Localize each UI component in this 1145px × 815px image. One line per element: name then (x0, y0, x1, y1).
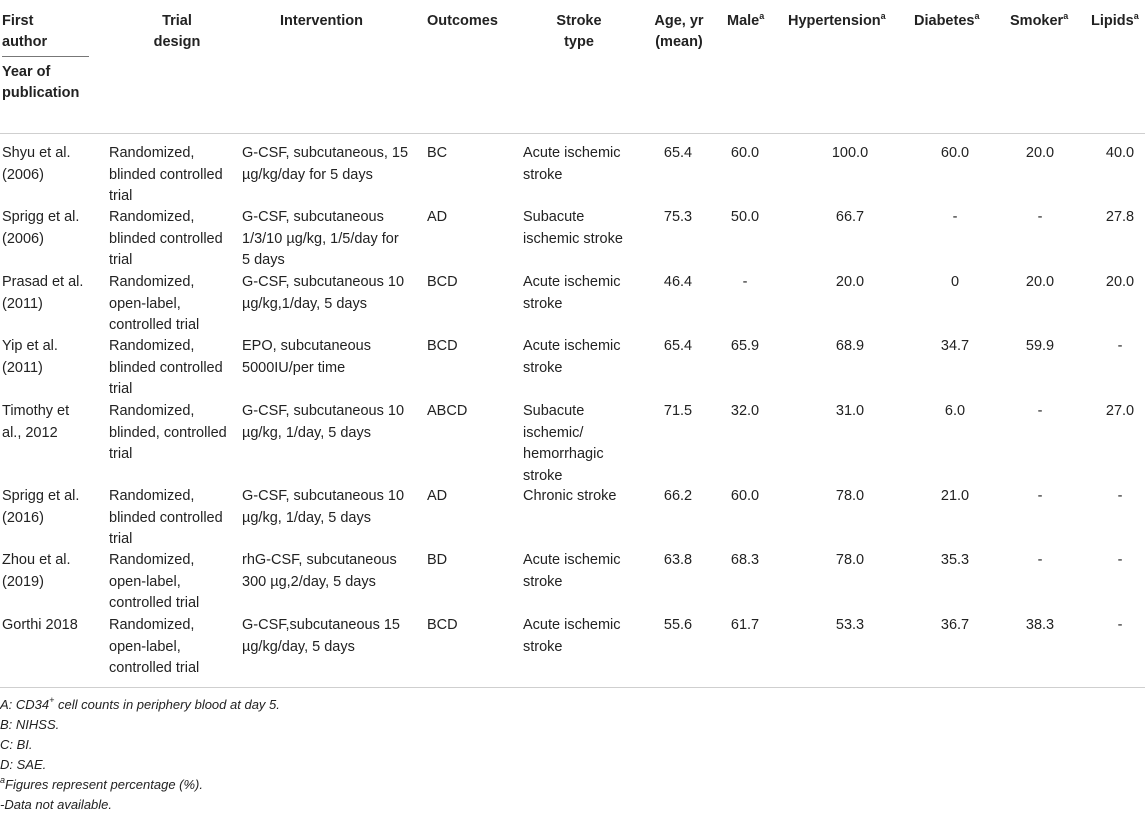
header-smoker (1010, 11, 1068, 32)
header-male-sup: a (759, 11, 765, 21)
cell-author: Prasad et al. (2011) (2, 274, 84, 312)
cell-stroke-type: Chronic stroke (523, 488, 617, 504)
cell-male: - (742, 274, 748, 290)
header-year: Year of publication (2, 64, 80, 101)
footnote-data-na: -Data not available. (0, 797, 113, 812)
cell-age: 63.8 (663, 552, 693, 568)
cell-male: 65.9 (730, 338, 760, 354)
cell-author: Yip et al. (2011) (2, 338, 58, 376)
cell-smoker: 20.0 (1025, 274, 1055, 290)
header-stroke-type: Stroke type (556, 13, 602, 50)
cell-outcomes: ABCD (427, 403, 468, 419)
cell-design: Randomized, blinded controlled trial (109, 488, 223, 548)
header-diabetes-label: Diabetes (914, 13, 975, 29)
cell-outcomes: BCD (427, 617, 458, 633)
cell-intervention: G-CSF, subcutaneous, 15 µg/kg/day for 5 days (242, 145, 409, 183)
table-bottom-rule (0, 687, 1145, 688)
header-male (727, 11, 764, 32)
cell-age: 75.3 (663, 209, 693, 225)
header-subrule (2, 56, 89, 57)
cell-intervention: G-CSF, subcutaneous 1/3/10 µg/kg, 1/5/day for 5 days (242, 209, 399, 269)
cell-hypertension: 68.9 (835, 338, 865, 354)
header-male-label: Male (727, 13, 760, 29)
header-intervention: Intervention (280, 13, 363, 29)
cell-outcomes: BC (427, 145, 448, 161)
cell-design: Randomized, open-label, controlled trial (109, 552, 200, 612)
header-lipids-sup: a (1133, 11, 1139, 21)
header-rule (0, 133, 1145, 134)
cell-lipids: - (1117, 552, 1123, 568)
footnote-a-sup: + (49, 695, 55, 705)
cell-age: 65.4 (663, 145, 693, 161)
cell-stroke-type: Subacute ischemic/ hemorrhagic stroke (523, 403, 604, 484)
cell-diabetes: 60.0 (940, 145, 970, 161)
cell-outcomes: AD (427, 209, 448, 225)
cell-stroke-type: Acute ischemic stroke (523, 552, 621, 590)
footnote-d: D: SAE. (0, 757, 47, 772)
cell-outcomes: BD (427, 552, 448, 568)
cell-intervention: EPO, subcutaneous 5000IU/per time (242, 338, 371, 376)
cell-male: 68.3 (730, 552, 760, 568)
header-outcomes: Outcomes (427, 13, 498, 29)
cell-hypertension: 78.0 (835, 552, 865, 568)
cell-age: 66.2 (663, 488, 693, 504)
header-smoker-sup: a (1063, 11, 1069, 21)
cell-stroke-type: Acute ischemic stroke (523, 145, 621, 183)
cell-male: 61.7 (730, 617, 760, 633)
cell-age: 55.6 (663, 617, 693, 633)
cell-intervention: G-CSF,subcutaneous 15 µg/kg/day, 5 days (242, 617, 400, 655)
cell-male: 32.0 (730, 403, 760, 419)
cell-outcomes: AD (427, 488, 448, 504)
cell-author: Gorthi 2018 (2, 617, 78, 633)
cell-diabetes: - (952, 209, 958, 225)
cell-stroke-type: Acute ischemic stroke (523, 274, 621, 312)
cell-diabetes: 35.3 (940, 552, 970, 568)
cell-diabetes: 0 (950, 274, 960, 290)
cell-author: Shyu et al. (2006) (2, 145, 71, 183)
cell-outcomes: BCD (427, 274, 458, 290)
header-lipids (1091, 11, 1139, 32)
cell-intervention: G-CSF, subcutaneous 10 µg/kg,1/day, 5 days (242, 274, 405, 312)
cell-design: Randomized, blinded controlled trial (109, 338, 223, 398)
cell-smoker: - (1037, 552, 1043, 568)
cell-lipids: 40.0 (1105, 145, 1135, 161)
footnote-b: B: NIHSS. (0, 717, 60, 732)
footnote-a-pre: A: CD34 (0, 697, 50, 712)
cell-smoker: - (1037, 403, 1043, 419)
cell-design: Randomized, blinded, controlled trial (109, 403, 227, 463)
cell-age: 71.5 (663, 403, 693, 419)
cell-lipids: 20.0 (1105, 274, 1135, 290)
cell-intervention: G-CSF, subcutaneous 10 µg/kg, 1/day, 5 days (242, 488, 405, 526)
cell-diabetes: 21.0 (940, 488, 970, 504)
cell-stroke-type: Acute ischemic stroke (523, 338, 621, 376)
cell-male: 60.0 (730, 145, 760, 161)
cell-author: Sprigg et al. (2016) (2, 488, 80, 526)
cell-design: Randomized, blinded controlled trial (109, 145, 223, 205)
cell-lipids: - (1117, 617, 1123, 633)
cell-male: 50.0 (730, 209, 760, 225)
cell-lipids: - (1117, 488, 1123, 504)
cell-lipids: 27.8 (1105, 209, 1135, 225)
cell-smoker: 20.0 (1025, 145, 1055, 161)
cell-author: Sprigg et al. (2006) (2, 209, 80, 247)
cell-intervention: G-CSF, subcutaneous 10 µg/kg, 1/day, 5 days (242, 403, 405, 441)
footnote-percentage-sup: a (0, 775, 6, 785)
cell-age: 65.4 (663, 338, 693, 354)
cell-age: 46.4 (663, 274, 693, 290)
header-age: Age, yr (mean) (654, 13, 704, 50)
header-hypertension-label: Hypertension (788, 13, 881, 29)
footnote-c: C: BI. (0, 737, 33, 752)
cell-male: 60.0 (730, 488, 760, 504)
cell-stroke-type: Subacute ischemic stroke (523, 209, 623, 247)
header-trial-design: Trial design (153, 13, 201, 50)
cell-smoker: 59.9 (1025, 338, 1055, 354)
footnote-a (0, 695, 280, 715)
footnote-percentage (0, 775, 203, 795)
cell-hypertension: 53.3 (835, 617, 865, 633)
cell-stroke-type: Acute ischemic stroke (523, 617, 621, 655)
cell-author: Zhou et al. (2019) (2, 552, 71, 590)
cell-hypertension: 78.0 (835, 488, 865, 504)
cell-outcomes: BCD (427, 338, 458, 354)
header-smoker-label: Smoker (1010, 13, 1064, 29)
header-hypertension (788, 11, 886, 32)
cell-intervention: rhG-CSF, subcutaneous 300 µg,2/day, 5 days (242, 552, 397, 590)
cell-hypertension: 66.7 (835, 209, 865, 225)
cell-hypertension: 31.0 (835, 403, 865, 419)
cell-hypertension: 20.0 (835, 274, 865, 290)
cell-design: Randomized, open-label, controlled trial (109, 274, 200, 334)
header-hypertension-sup: a (880, 11, 886, 21)
footnote-a-post: cell counts in periphery blood at day 5. (54, 697, 280, 712)
cell-lipids: 27.0 (1105, 403, 1135, 419)
cell-author: Timothy et al., 2012 (2, 403, 70, 441)
footnote-percentage-text: Figures represent percentage (%). (5, 777, 203, 792)
cell-diabetes: 34.7 (940, 338, 970, 354)
cell-design: Randomized, open-label, controlled trial (109, 617, 200, 677)
header-first-author: First author (2, 13, 48, 50)
cell-smoker: 38.3 (1025, 617, 1055, 633)
cell-diabetes: 36.7 (940, 617, 970, 633)
header-lipids-label: Lipids (1091, 13, 1134, 29)
cell-smoker: - (1037, 209, 1043, 225)
cell-smoker: - (1037, 488, 1043, 504)
header-diabetes (914, 11, 979, 32)
header-diabetes-sup: a (974, 11, 980, 21)
cell-diabetes: 6.0 (944, 403, 966, 419)
cell-hypertension: 100.0 (831, 145, 869, 161)
cell-design: Randomized, blinded controlled trial (109, 209, 223, 269)
cell-lipids: - (1117, 338, 1123, 354)
